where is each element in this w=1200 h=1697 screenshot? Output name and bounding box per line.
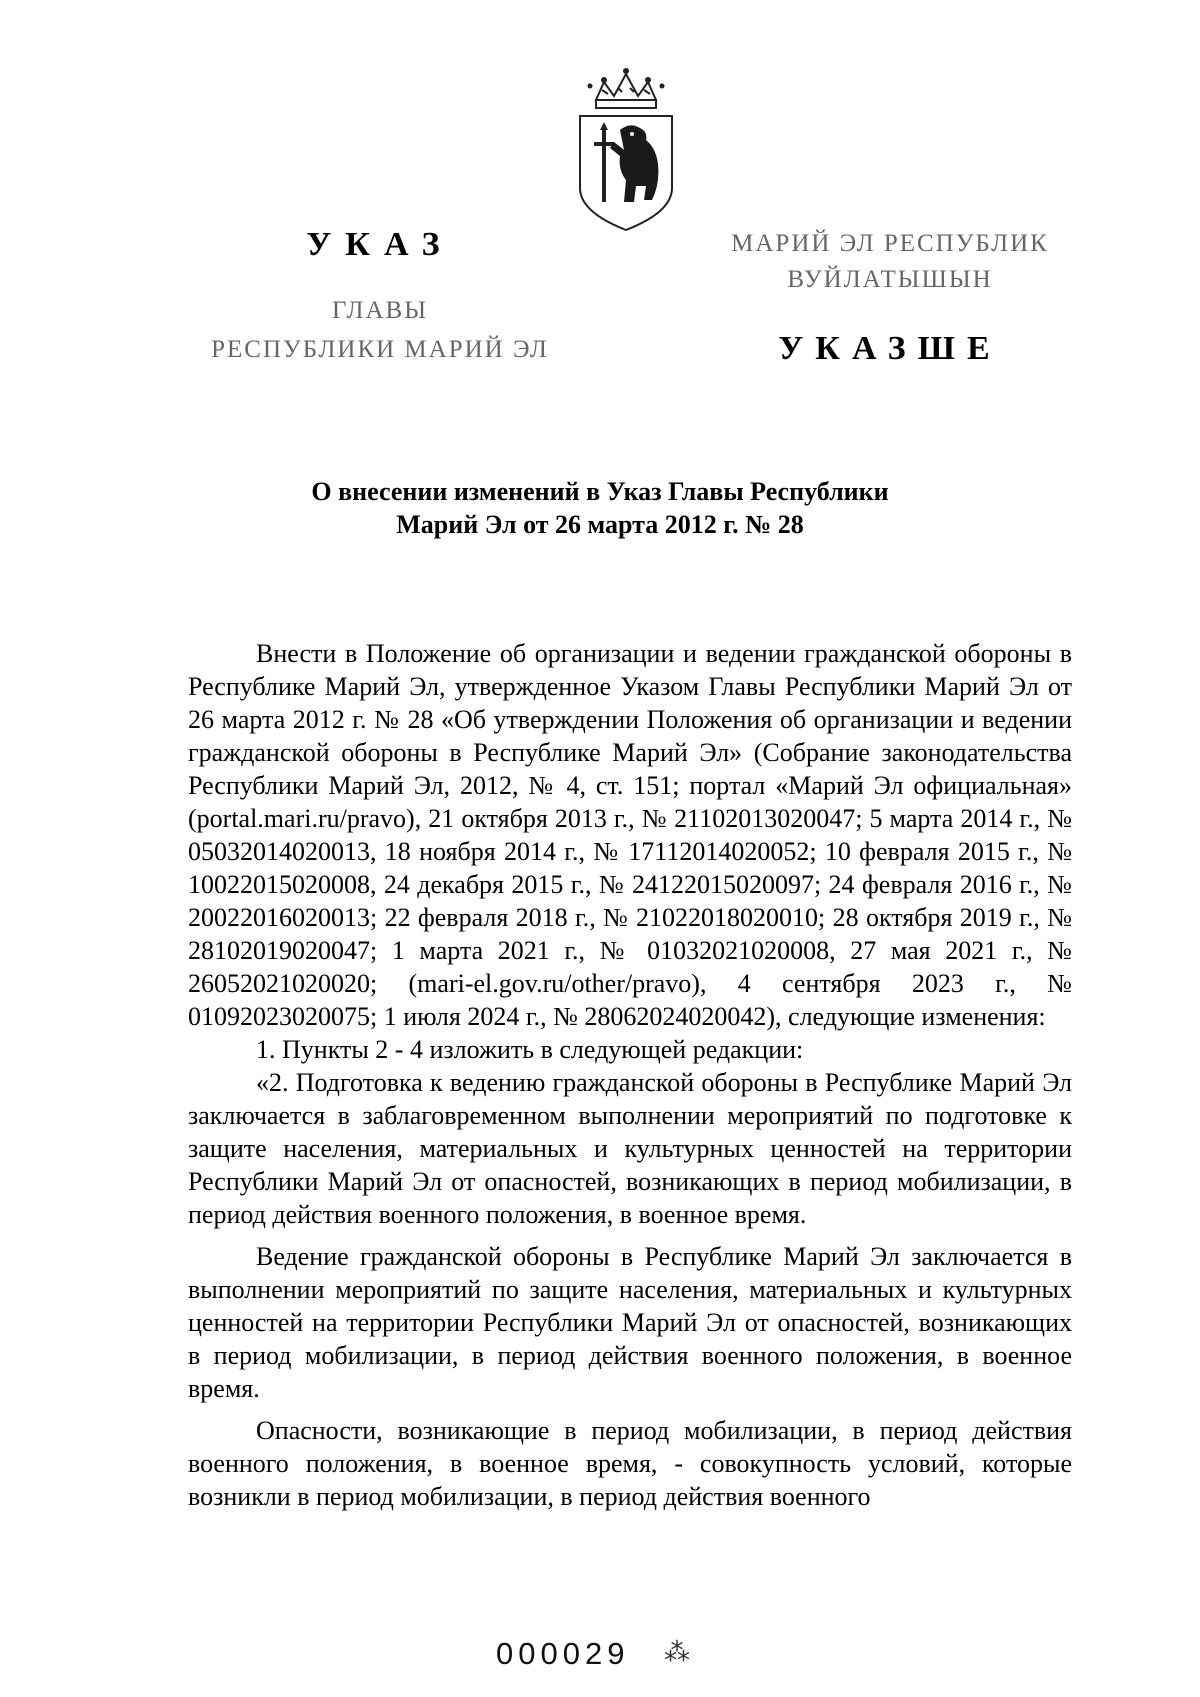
document-title-line1: О внесении изменений в Указ Главы Республики (311, 477, 889, 506)
paragraph-intro: Внести в Положение об организации и ведении гражданской обороны в Республике Марий Эл, утвержденное Указом Главы Республики Марий Эл от 26 марта 2012 г. № 28 «Об утверждении Положения об организации и ведении гражданской обороны в Республике Марий Эл» (Собрание законодательства Республики Марий Эл, 2012, № 4, ст. 151; портал «Марий Эл официальная» (portal.mari.ru/pravo), 21 октября 2013 г., № 21102013020047; 5 марта 2014 г., № 05032014020013, 18 ноября 2014 г., № 17112014020052; 10 февраля 2015 г., № 10022015020008, 24 декабря 2015 г., № 24122015020097; 24 февраля 2016 г., № 20022016020013; 22 февраля 2018 г., № 21022018020010; 28 октября 2019 г., № 28102019020047; 1 марта 2021 г., № 01032021020008, 27 мая 2021 г., № 26052021020020; (mari-el.gov.ru/other/pravo), 4 сентября 2023 г., № 01092023020075; 1 июля 2024 г., № 28062024020042), следующие изменения: (188, 639, 1072, 1031)
paragraph-civil-defense: Ведение гражданской обороны в Республике Марий Эл заключается в выполнении мероприятий по защите населения, материальных и культурных ценностей на территории Республики Марий Эл от опасностей, возникающих в период мобилизации, в период действия военного положения, в военное время. (188, 1242, 1072, 1403)
paragraph-item-1: 1. Пункты 2 - 4 изложить в следующей редакции: (256, 1035, 804, 1064)
serial-number: 000029 (496, 1636, 630, 1671)
coat-of-arms-icon (574, 60, 678, 236)
document-title (200, 475, 1000, 541)
decree-issuer-line2-mari: ВУЙЛАТЫШЫН (787, 266, 993, 293)
decree-issuer-line2-ru: РЕСПУБЛИКИ МАРИЙ ЭЛ (211, 336, 549, 363)
decree-issuer-line1-ru: ГЛАВЫ (331, 297, 429, 324)
paragraph-dangers: Опасности, возникающие в период мобилизации, в период действия военного положения, в военное время, - совокупность условий, которые возникли в период мобилизации, в период действия военного (188, 1416, 1072, 1511)
asterisk-mark-icon: ⁂ (664, 1638, 690, 1668)
decree-title-mari: УКАЗШЕ (778, 330, 1002, 367)
decree-title-ru: УКАЗ (306, 226, 454, 263)
document-title-line2: Марий Эл от 26 марта 2012 г. № 28 (396, 510, 804, 539)
document-body (188, 637, 1072, 1513)
paragraph-item-2: «2. Подготовка к ведению гражданской обороны в Республике Марий Эл заключается в заблаговременном выполнении мероприятий по подготовке к защите населения, материальных и культурных ценностей на территории Республики Марий Эл от опасностей, возникающих в период мобилизации, в период действия военного положения, в военное время. (188, 1068, 1072, 1229)
decree-issuer-line1-mari: МАРИЙ ЭЛ РЕСПУБЛИК (731, 230, 1049, 257)
